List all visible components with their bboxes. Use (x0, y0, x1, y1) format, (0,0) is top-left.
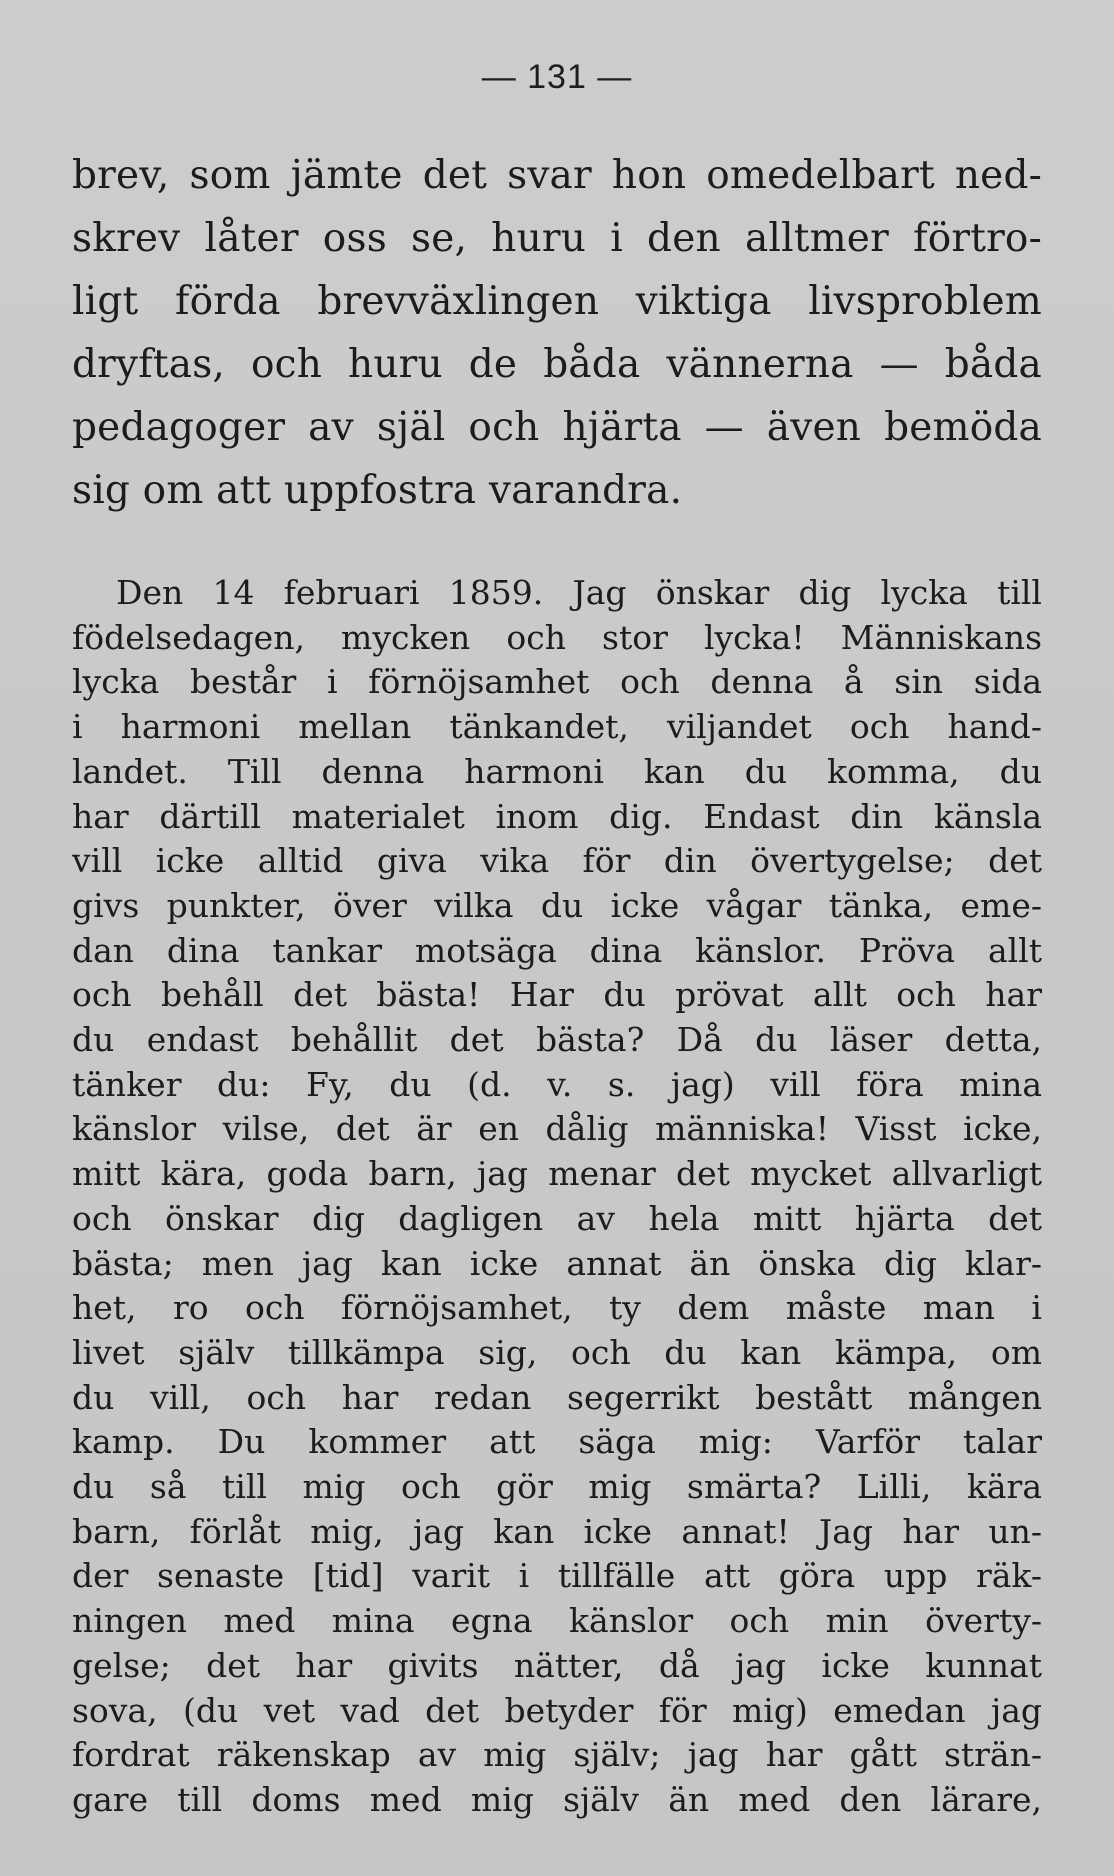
letter-line: sova, (du vet vad det betyder för mig) emedan jag (72, 1690, 1042, 1730)
letter-line: gare till doms med mig själv än med den lärare, (72, 1779, 1042, 1819)
intro-line: sig om att uppfostra varandra. (72, 468, 683, 513)
intro-line: skrev låter oss se, huru i den alltmer förtro- (72, 216, 1042, 261)
letter-line: kamp. Du kommer att säga mig: Varför talar (72, 1422, 1042, 1462)
letter-line: landet. Till denna harmoni kan du komma, du (72, 751, 1042, 791)
intro-line: brev, som jämte det svar hon omedelbart ned- (72, 153, 1042, 198)
letter-line: mitt kära, goda barn, jag menar det mycket allvarligt (72, 1154, 1042, 1194)
intro-line: dryftas, och huru de båda vännerna — båda (72, 342, 1042, 387)
letter-line: och behåll det bästa! Har du prövat allt och har (72, 975, 1042, 1015)
letter-line: vill icke alltid giva vika för din övertygelse; det (72, 841, 1042, 881)
letter-line: tänker du: Fy, du (d. v. s. jag) vill föra mina (72, 1064, 1042, 1104)
letter-line: Den 14 februari 1859. Jag önskar dig lycka till (116, 573, 1042, 612)
letter-paragraph (72, 571, 1042, 1823)
letter-line: fordrat räkenskap av mig själv; jag har gått strän- (72, 1735, 1042, 1775)
intro-line: pedagoger av själ och hjärta — även bemöda (72, 405, 1042, 450)
letter-line: känslor vilse, det är en dålig människa! Visst icke, (72, 1109, 1042, 1149)
page-number: — 131 — (481, 58, 633, 96)
letter-line: du vill, och har redan segerrikt bestått mången (72, 1377, 1042, 1417)
letter-line: lycka består i förnöjsamhet och denna å sin sida (72, 662, 1042, 702)
letter-line: och önskar dig dagligen av hela mitt hjärta det (72, 1198, 1042, 1238)
letter-line: bästa; men jag kan icke annat än önska dig klar- (72, 1243, 1042, 1283)
letter-line: givs punkter, över vilka du icke vågar tänka, eme- (72, 885, 1042, 925)
letter-line: du så till mig och gör mig smärta? Lilli, kära (72, 1467, 1042, 1507)
intro-line: ligt förda brevväxlingen viktiga livsproblem (72, 279, 1042, 324)
letter-line: i harmoni mellan tänkandet, viljandet och hand- (72, 707, 1042, 747)
letter-line: livet själv tillkämpa sig, och du kan kämpa, om (72, 1332, 1042, 1372)
letter-line: du endast behållit det bästa? Då du läser detta, (72, 1020, 1042, 1060)
letter-line: gelse; det har givits nätter, då jag icke kunnat (72, 1645, 1042, 1685)
letter-line: har därtill materialet inom dig. Endast din känsla (72, 796, 1042, 836)
letter-line: barn, förlåt mig, jag kan icke annat! Jag har un- (72, 1511, 1042, 1551)
letter-line: der senaste [tid] varit i tillfälle att göra upp räk- (72, 1556, 1042, 1596)
intro-paragraph (72, 144, 1042, 522)
letter-line: ningen med mina egna känslor och min överty- (72, 1601, 1042, 1641)
letter-line: het, ro och förnöjsamhet, ty dem måste man i (72, 1288, 1042, 1328)
letter-line: dan dina tankar motsäga dina känslor. Pröva allt (72, 930, 1042, 970)
letter-line: födelsedagen, mycken och stor lycka! Människans (72, 617, 1042, 657)
